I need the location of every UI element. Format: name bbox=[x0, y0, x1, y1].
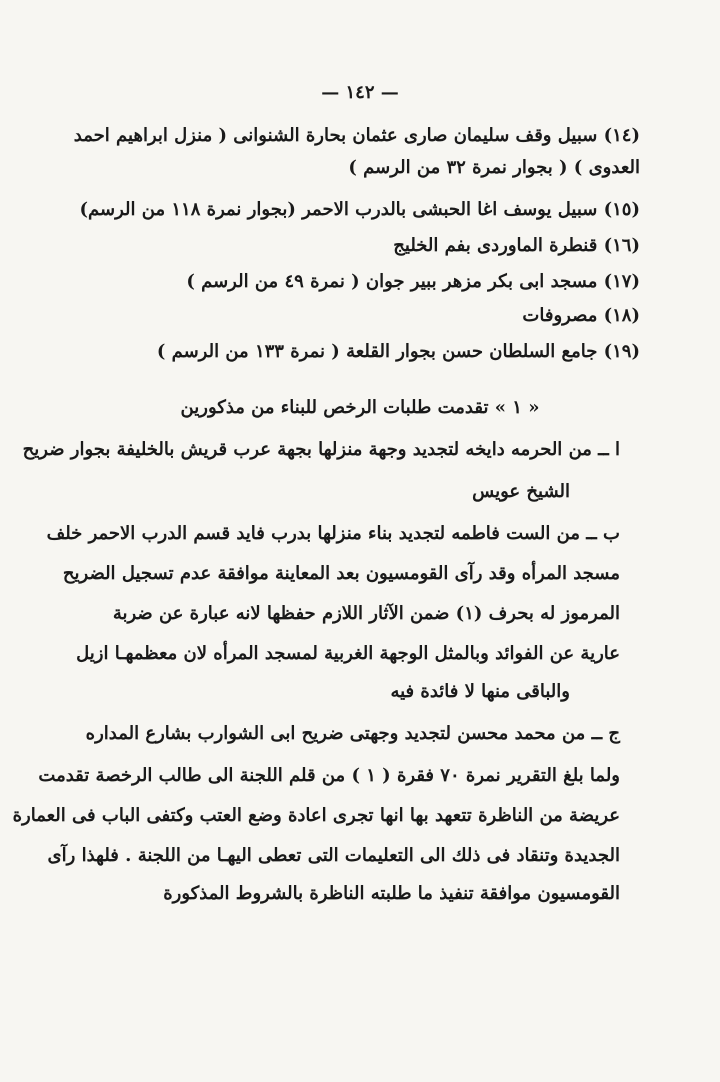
paragraph-a-line-2: الشيخ عويس bbox=[472, 481, 570, 502]
paragraph-b-line-5: والباقى منها لا فائدة فيه bbox=[390, 681, 570, 702]
list-item-19: (١٩) جامع السلطان حسن بجوار القلعة ( نمرة ١٣٣ من الرسم ) bbox=[156, 341, 640, 362]
paragraph-c-line-1: ج ــ من محمد محسن لتجديد وجهتى ضريح ابى الشوارب بشارع المداره bbox=[85, 723, 620, 744]
paragraph-b-line-4: عارية عن الفوائد وبالمثل الوجهة الغربية لمسجد المرأه لان معظمهـا ازيل bbox=[76, 643, 620, 664]
paragraph-d-line-3: الجديدة وتنقاد فى ذلك الى التعليمات التى تعطى اليهـا من اللجنة . فلهذا رآى bbox=[47, 845, 620, 866]
paragraph-d-line-1: ولما بلغ التقرير نمرة ٧٠ فقرة ( ١ ) من قلم اللجنة الى طالب الرخصة تقدمت bbox=[38, 765, 620, 786]
list-item-16: (١٦) قنطرة الماوردى بفم الخليج bbox=[393, 235, 640, 256]
list-item-17: (١٧) مسجد ابى بكر مزهر ببير جوان ( نمرة ٤٩ من الرسم ) bbox=[186, 271, 640, 292]
paragraph-b-line-3: المرموز له بحرف (١) ضمن الآثار اللازم حفظها لانه عبارة عن ضربة bbox=[112, 603, 620, 624]
section-heading: « ١ » تقدمت طلبات الرخص للبناء من مذكورين bbox=[180, 397, 540, 418]
paragraph-b-line-2: مسجد المرأه وقد رآى القومسيون بعد المعاينة موافقة عدم تسجيل الضريح bbox=[62, 563, 620, 584]
list-item-14-line-2: العدوى ) ( بجوار نمرة ٣٢ من الرسم ) bbox=[348, 157, 640, 178]
list-item-15: (١٥) سبيل يوسف اغا الحبشى بالدرب الاحمر (بجوار نمرة ١١٨ من الرسم) bbox=[79, 199, 640, 220]
list-item-18: (١٨) مصروفات bbox=[522, 305, 640, 326]
paragraph-b-line-1: ب ــ من الست فاطمه لتجديد بناء منزلها بدرب فايد قسم الدرب الاحمر خلف bbox=[46, 523, 620, 544]
paragraph-d-line-2: عريضة من الناظرة تتعهد بها انها تجرى اعادة وضع العتب وكتفى الباب فى العمارة bbox=[12, 805, 620, 826]
paragraph-d-line-4: القومسيون موافقة تنفيذ ما طلبته الناظرة بالشروط المذكورة bbox=[163, 883, 620, 904]
paragraph-a-line-1: ا ــ من الحرمه دايخه لتجديد وجهة منزلها بجهة عرب قريش بالخليفة بجوار ضريح bbox=[22, 439, 620, 460]
page-number: — ١٤٢ — bbox=[321, 82, 399, 103]
list-item-14-line-1: (١٤) سبيل وقف سليمان صارى عثمان بحارة الشنوانى ( منزل ابراهيم احمد bbox=[73, 125, 640, 146]
